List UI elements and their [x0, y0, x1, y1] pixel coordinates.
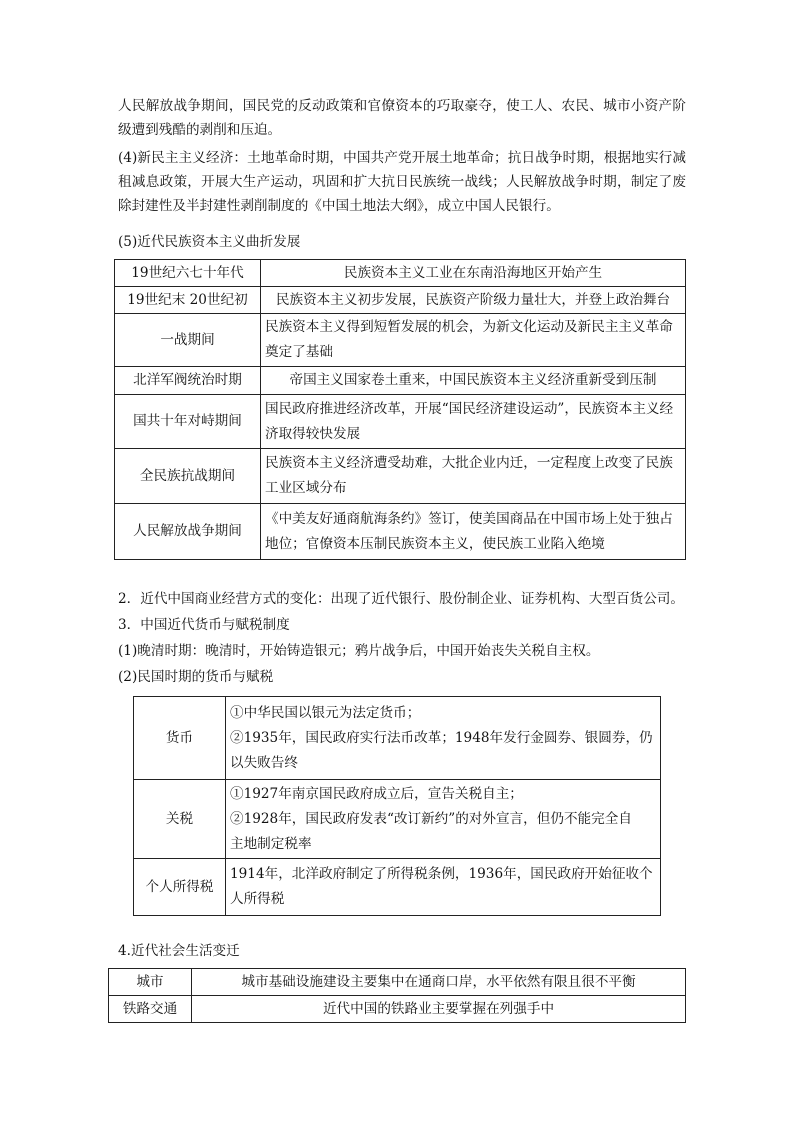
table-row: [115, 287, 686, 314]
desc-cell: 民族资本主义初步发展，民族资产阶级力量壮大，并登上政治舞台: [261, 287, 686, 314]
period-cell: 北洋军阀统治时期: [115, 367, 261, 395]
period-cell: 国共十年对峙期间: [115, 395, 261, 449]
item5-heading: (5)近代民族资本主义曲折发展: [118, 234, 301, 250]
item4-paragraph: (4)新民主主义经济：土地革命时期，中国共产党开展土地革命；抗日战争时期，根据地实行减租减息政策，开展大生产运动，巩固和扩大抗日民族统一战线；人民解放战争时期，制定了废除封建性及半封建性剥削制度的《中国土地法大纲》，成立中国人民银行。: [118, 150, 686, 214]
period-cell: 19世纪末 20世纪初: [115, 287, 261, 314]
desc-cell: 近代中国的铁路业主要掌握在列强手中: [192, 996, 686, 1023]
category-cell: 货币: [134, 697, 226, 780]
table-row: [134, 780, 661, 859]
point3-2-heading: (2)民国时期的货币与赋税: [118, 669, 274, 685]
content-cell: [226, 859, 661, 916]
period-cell: 全民族抗战期间: [115, 449, 261, 504]
table-row: [109, 969, 686, 996]
desc-cell: 《中美友好通商航海条约》签订，使美国商品在中国市场上处于独占地位；官僚资本压制民族资本主义，使民族工业陷入绝境: [261, 504, 686, 560]
table-row: [115, 314, 686, 367]
category-cell: 铁路交通: [109, 996, 192, 1023]
content-line: ①1927年南京国民政府成立后，宣告关税自主；: [230, 785, 523, 802]
content-line: ②1935年，国民政府实行法币改革；1948年发行金圆券、银圆券，仍: [230, 729, 653, 746]
desc-cell: 民族资本主义工业在东南沿海地区开始产生: [261, 260, 686, 287]
content-line: ①中华民国以银元为法定货币；: [230, 704, 421, 721]
desc-cell: 民族资本主义经济遭受劫难，大批企业内迁，一定程度上改变了民族工业区域分布: [261, 449, 686, 504]
content-line: 人所得税: [230, 891, 285, 907]
social-life-table: [108, 968, 686, 1023]
table-row: [109, 996, 686, 1023]
capitalism-development-table: [114, 259, 686, 560]
content-line: 主地制定税率: [230, 835, 312, 852]
table-row: [115, 504, 686, 560]
table-row: [115, 260, 686, 287]
point3-heading: 3．中国近代货币与赋税制度: [118, 617, 290, 633]
point2-text: 2．近代中国商业经营方式的变化：出现了近代银行、股份制企业、证券机构、大型百货公司。: [118, 591, 684, 607]
content-line: ②1928年，国民政府发表“改订新约”的对外宣言，但仍不能完全自: [230, 810, 632, 827]
table-row: [134, 859, 661, 916]
period-cell: 人民解放战争期间: [115, 504, 261, 560]
point4-heading: 4.近代社会生活变迁: [118, 943, 240, 959]
desc-cell: 城市基础设施建设主要集中在通商口岸，水平依然有限且很不平衡: [192, 969, 686, 996]
table-row: [134, 697, 661, 780]
category-cell: 关税: [134, 780, 226, 859]
content-cell: [226, 697, 661, 780]
period-cell: 一战期间: [115, 314, 261, 367]
desc-cell: 民族资本主义得到短暂发展的机会，为新文化运动及新民主主义革命奠定了基础: [261, 314, 686, 367]
intro-paragraph: 人民解放战争期间，国民党的反动政策和官僚资本的巧取豪夺，使工人、农民、城市小资产阶级遭到残酷的剥削和压迫。: [118, 98, 686, 138]
period-cell: 19世纪六七十年代: [115, 260, 261, 287]
content-line: 1914年，北洋政府制定了所得税条例，1936年，国民政府开始征收个: [230, 866, 653, 882]
desc-cell: 帝国主义国家卷土重来，中国民族资本主义经济重新受到压制: [261, 367, 686, 395]
content-line: 以失败告终: [230, 754, 298, 771]
table-row: [115, 395, 686, 449]
table-row: [115, 449, 686, 504]
table-row: [115, 367, 686, 395]
currency-tax-table: [133, 696, 661, 916]
category-cell: 个人所得税: [134, 859, 226, 916]
content-cell: [226, 780, 661, 859]
desc-cell: 国民政府推进经济改革，开展“国民经济建设运动”，民族资本主义经济取得较快发展: [261, 395, 686, 449]
point3-1-text: (1)晚清时期：晚清时，开始铸造银元；鸦片战争后，中国开始丧失关税自主权。: [118, 643, 600, 659]
category-cell: 城市: [109, 969, 192, 996]
